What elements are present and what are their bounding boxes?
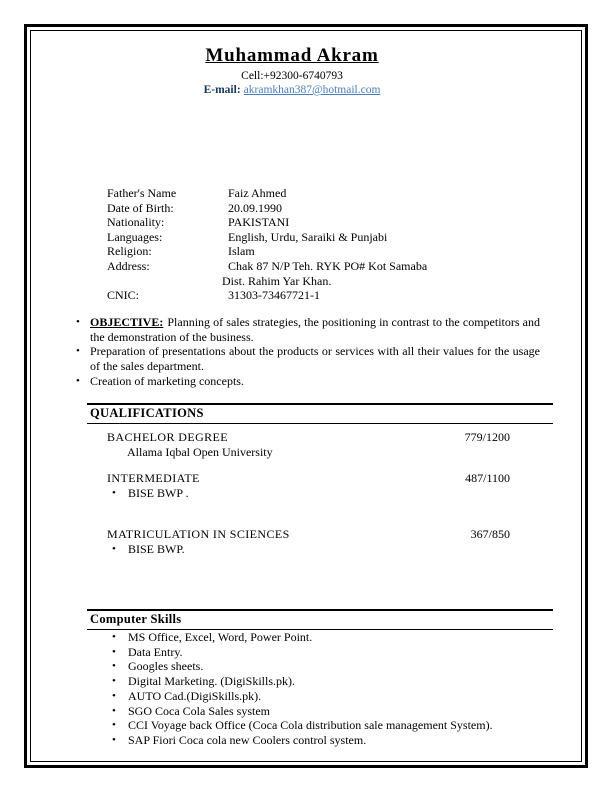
skill-item xyxy=(110,674,553,689)
skill-text: MS Office, Excel, Word, Power Point. xyxy=(128,630,313,644)
personal-row xyxy=(107,274,527,289)
objective-item xyxy=(75,374,540,389)
bullet-icon: • xyxy=(112,645,116,658)
page-title: Muhammad Akram xyxy=(205,45,379,66)
skill-item xyxy=(110,689,553,704)
personal-row xyxy=(107,186,527,201)
personal-row xyxy=(107,259,527,274)
skill-item xyxy=(110,630,553,645)
bullet-icon: • xyxy=(112,675,116,688)
objective-item xyxy=(75,344,540,373)
objective-text: Preparation of presentations about the products or services with all their values for the usage of the sales department. xyxy=(90,344,540,374)
qualification-entry xyxy=(107,527,510,542)
bullet-icon: • xyxy=(112,542,116,555)
degree-detail xyxy=(107,486,510,501)
bullet-icon: • xyxy=(112,689,116,702)
detail-label: Religion: xyxy=(107,244,152,259)
detail-label: Father's Name xyxy=(107,186,177,200)
detail-value: Chak 87 N/P Teh. RYK PO# Kot Samaba xyxy=(228,258,428,273)
skills-list xyxy=(110,630,553,748)
skill-text: CCI Voyage back Office (Coca Cola distribution sale management System). xyxy=(128,718,493,733)
bullet-icon: • xyxy=(112,704,116,717)
objective-text: Planning of sales strategies, the positioning in contrast to the competitors and the demonstration of the business. xyxy=(90,315,540,344)
detail-value: Islam xyxy=(228,244,255,259)
objective-text: Creation of marketing concepts. xyxy=(90,373,244,388)
computer-skills-heading: Computer Skills xyxy=(87,609,553,630)
cell-number: Cell:+92300-6740793 xyxy=(241,70,343,82)
degree-name: MATRICULATION IN SCIENCES xyxy=(107,526,290,541)
detail-label: Languages: xyxy=(107,229,163,244)
qualification-entry xyxy=(107,430,510,445)
personal-row xyxy=(107,244,527,259)
skill-text: Googles sheets. xyxy=(128,659,204,674)
degree-marks: 367/850 xyxy=(470,526,510,541)
detail-value: Dist. Rahim Yar Khan. xyxy=(222,273,332,288)
degree-marks: 487/1100 xyxy=(465,471,510,486)
detail-label: CNIC: xyxy=(107,288,140,303)
email-line xyxy=(87,84,497,97)
skill-text: Digital Marketing. (DigiSkills.pk). xyxy=(128,674,295,689)
degree-name: INTERMEDIATE xyxy=(107,471,200,486)
bullet-icon: • xyxy=(76,374,80,387)
skill-item xyxy=(110,733,553,748)
personal-row xyxy=(107,288,527,303)
detail-value: 31303-73467721-1 xyxy=(228,288,320,303)
objective-list xyxy=(75,315,540,389)
detail-value: 20.09.1990 xyxy=(228,200,282,215)
detail-value: English, Urdu, Saraiki & Punjabi xyxy=(228,229,388,244)
bullet-icon: • xyxy=(112,660,116,673)
degree-name: BACHELOR DEGREE xyxy=(107,430,228,444)
degree-marks: 779/1200 xyxy=(464,430,510,444)
qualifications-heading: QUALIFICATIONS xyxy=(87,403,553,424)
bullet-icon: • xyxy=(112,631,116,643)
skill-item xyxy=(110,659,553,674)
email-link[interactable]: akramkhan387@hotmail.com xyxy=(243,84,381,96)
skill-text: SAP Fiori Coca cola new Coolers control system. xyxy=(128,732,367,747)
detail-value: Faiz Ahmed xyxy=(228,186,287,200)
detail-value: PAKISTANI xyxy=(228,215,290,230)
personal-row xyxy=(107,230,527,245)
skill-item xyxy=(110,718,553,733)
degree-detail-text: BISE BWP . xyxy=(128,486,189,501)
bullet-icon: • xyxy=(112,719,116,732)
detail-label: Address: xyxy=(107,258,150,273)
bullet-icon: • xyxy=(76,345,80,358)
personal-details xyxy=(107,186,527,303)
detail-label: Date of Birth: xyxy=(107,200,174,215)
detail-label xyxy=(107,274,228,289)
qualification-entry xyxy=(107,471,510,486)
skill-item xyxy=(110,704,553,719)
objective-item xyxy=(75,315,540,344)
degree-detail-text: BISE BWP. xyxy=(128,541,185,556)
objective-lead: OBJECTIVE: xyxy=(90,315,164,329)
personal-row xyxy=(107,201,527,216)
skill-item xyxy=(110,645,553,660)
skill-text: SGO Coca Cola Sales system xyxy=(128,703,270,718)
bullet-icon: • xyxy=(76,316,80,328)
header xyxy=(87,45,497,97)
degree-detail: Allama Iqbal Open University xyxy=(127,444,273,459)
email-label: E-mail: xyxy=(203,84,241,96)
skill-text: AUTO Cad.(DigiSkills.pk). xyxy=(128,688,262,703)
bullet-icon: • xyxy=(112,733,116,746)
personal-row xyxy=(107,215,527,230)
detail-label: Nationality: xyxy=(107,215,165,230)
qualifications-section xyxy=(107,430,510,556)
bullet-icon: • xyxy=(112,487,116,500)
skill-text: Data Entry. xyxy=(128,644,183,659)
degree-detail xyxy=(107,542,510,557)
